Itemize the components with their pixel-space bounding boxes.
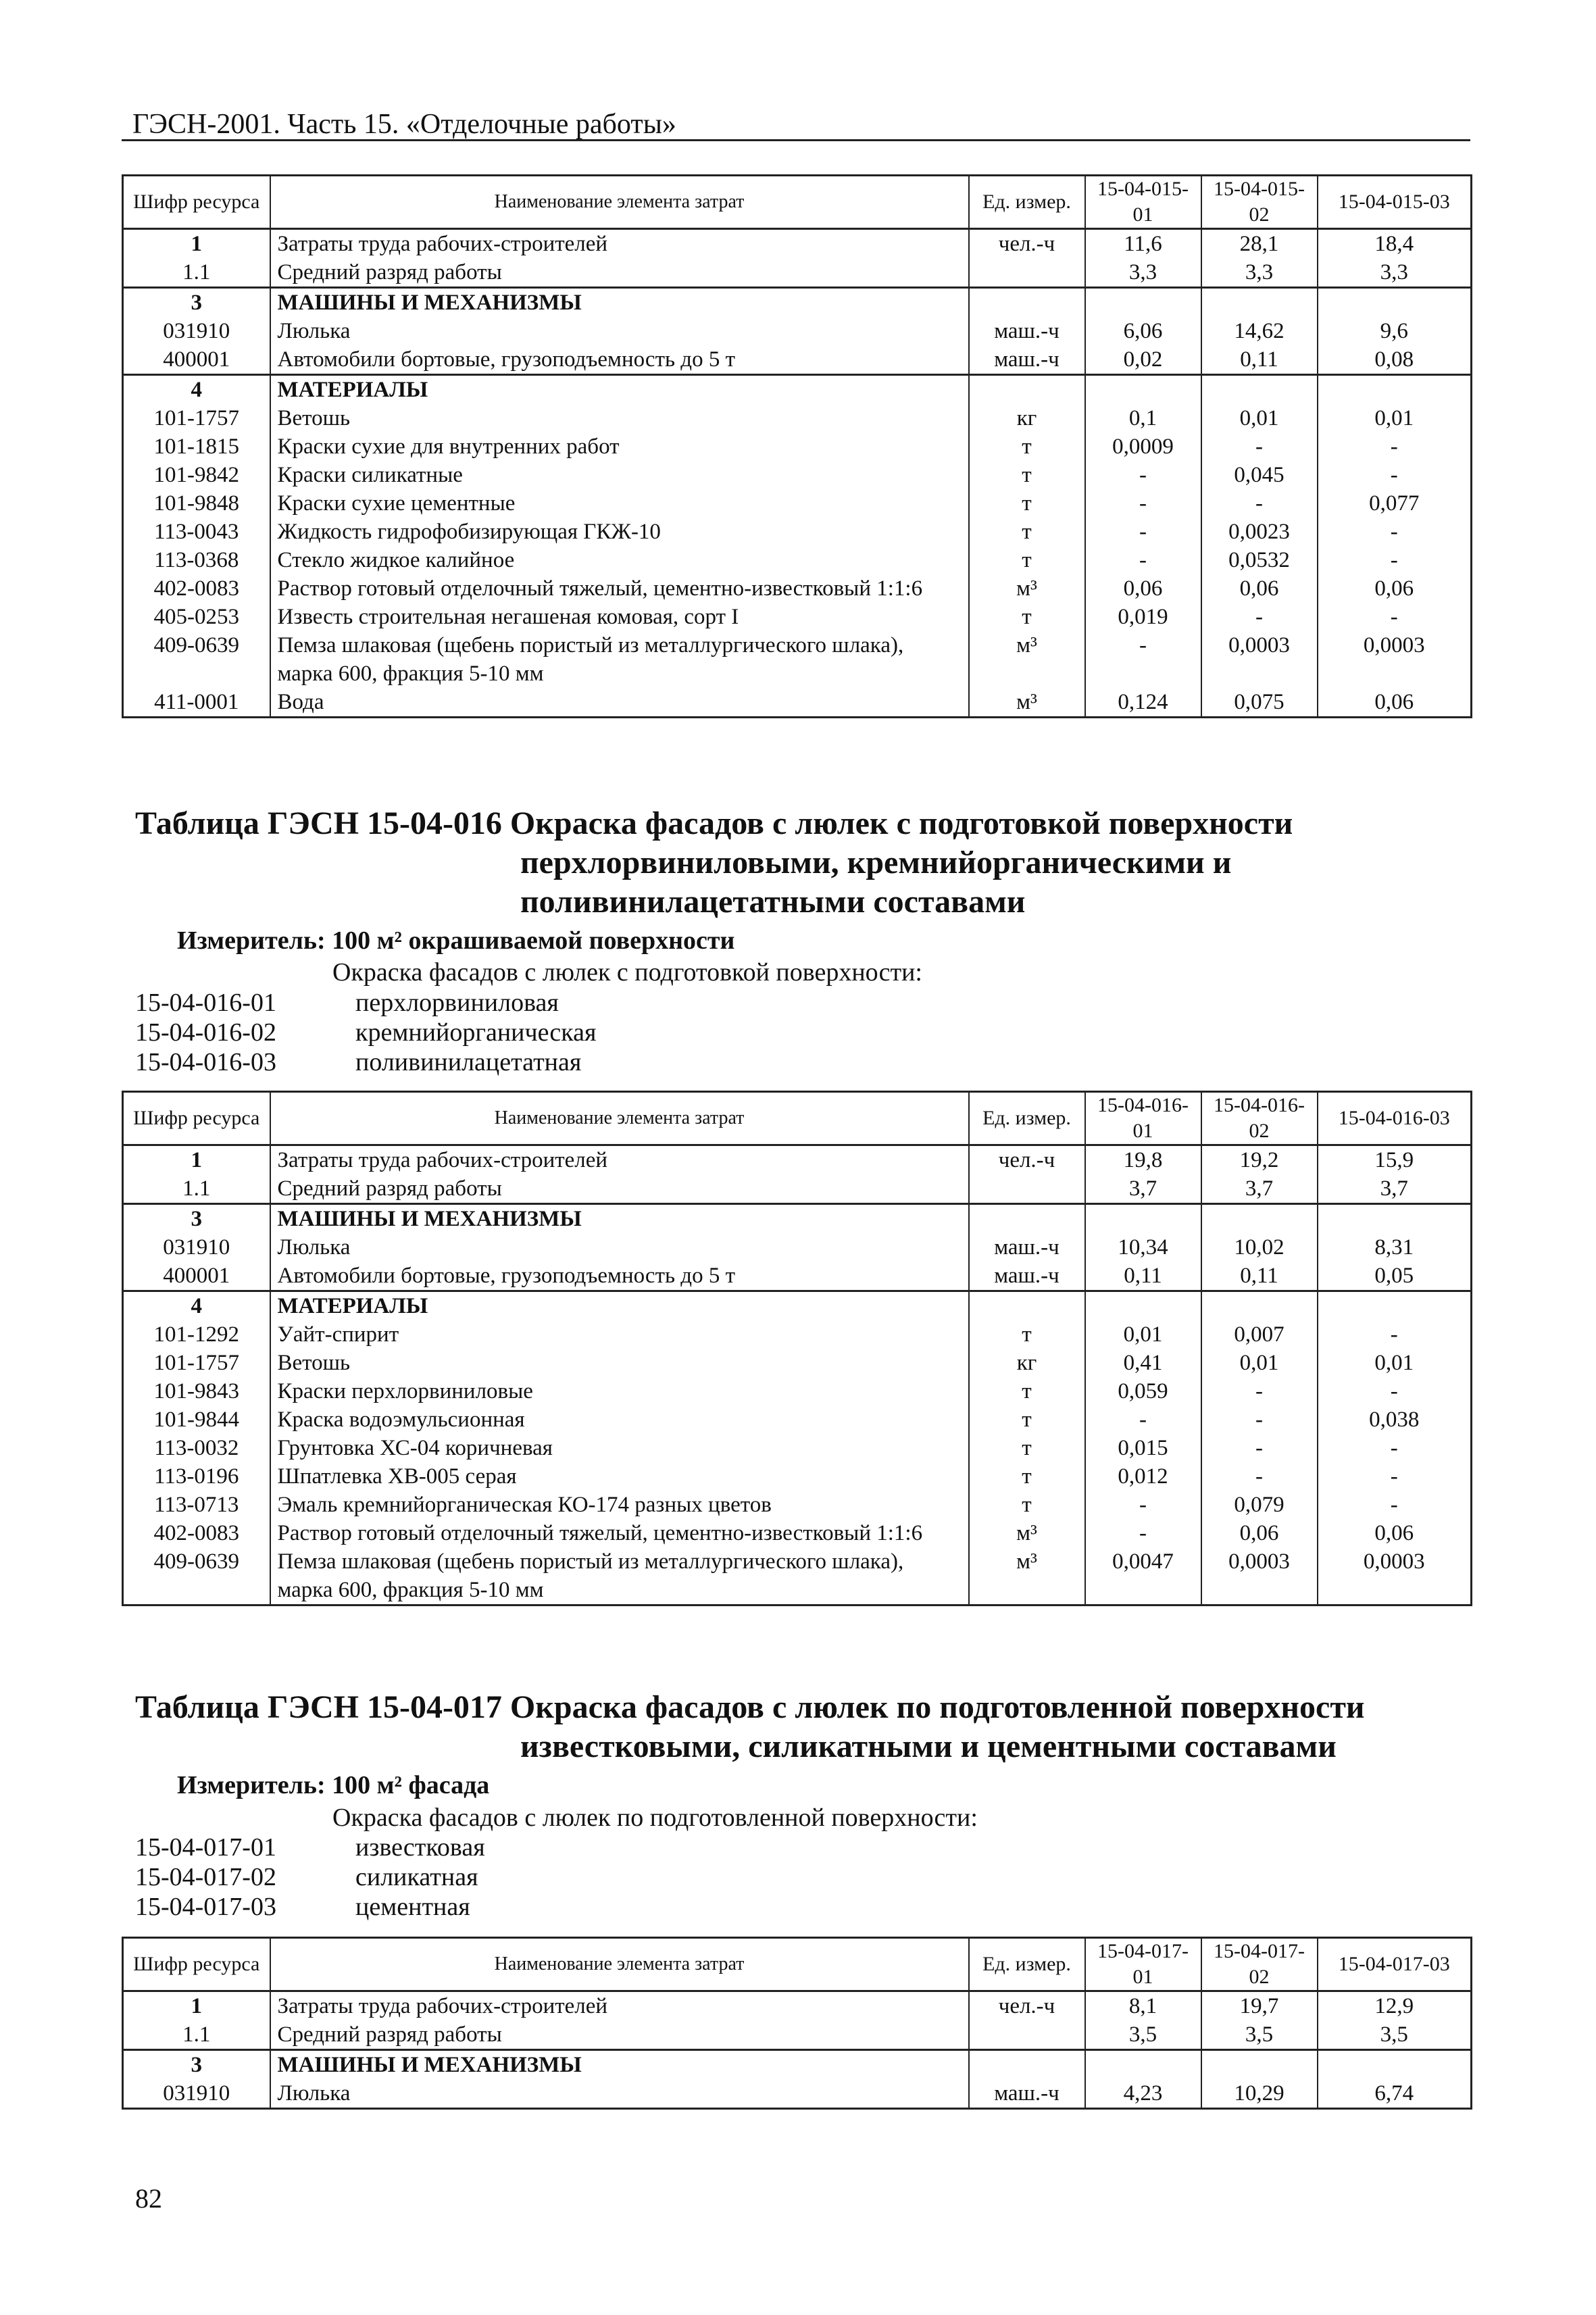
variant-code: 15-04-016-02 bbox=[135, 1018, 276, 1047]
cell-value: 0,059 bbox=[1085, 1377, 1201, 1405]
cell-value: 0,06 bbox=[1201, 574, 1318, 603]
cell-value: 3,5 bbox=[1318, 2020, 1472, 2050]
cell-code: 1.1 bbox=[123, 1174, 270, 1204]
cell-unit: т bbox=[969, 546, 1085, 574]
cell-unit bbox=[969, 258, 1085, 288]
cell-name: Средний разряд работы bbox=[270, 2020, 969, 2050]
cell-value: 0,01 bbox=[1318, 404, 1472, 432]
resource-table-016 bbox=[122, 1091, 1472, 1606]
cell-value: - bbox=[1201, 1405, 1318, 1434]
cell-value bbox=[1318, 1204, 1472, 1234]
cell-unit: м³ bbox=[969, 574, 1085, 603]
cell-unit: чел.-ч bbox=[969, 229, 1085, 259]
cell-code: 402-0083 bbox=[123, 1519, 270, 1547]
cell-value bbox=[1201, 288, 1318, 318]
meter-016: Измеритель: 100 м² окрашиваемой поверхности bbox=[177, 926, 735, 955]
variant-label: поливинилацетатная bbox=[355, 1048, 582, 1076]
cell-value bbox=[1201, 1291, 1318, 1321]
cell-value: - bbox=[1318, 461, 1472, 489]
table-row bbox=[123, 603, 1472, 631]
cell-name: МАШИНЫ И МЕХАНИЗМЫ bbox=[270, 1204, 969, 1234]
cell-value: - bbox=[1201, 1377, 1318, 1405]
cell-value: 0,007 bbox=[1201, 1320, 1318, 1349]
cell-name: Люлька bbox=[270, 317, 969, 345]
cell-name: Ветошь bbox=[270, 404, 969, 432]
table-row bbox=[123, 1233, 1472, 1262]
variant-016-01 bbox=[135, 988, 559, 1018]
cell-value: - bbox=[1318, 1434, 1472, 1462]
cell-unit: маш.-ч bbox=[969, 317, 1085, 345]
cell-code: 4 bbox=[123, 1291, 270, 1321]
page-header: ГЭСН-2001. Часть 15. «Отделочные работы» bbox=[132, 109, 676, 140]
cell-unit: т bbox=[969, 489, 1085, 518]
cell-name: Средний разряд работы bbox=[270, 258, 969, 288]
cell-value: - bbox=[1085, 1405, 1201, 1434]
table-row bbox=[123, 1377, 1472, 1405]
cell-code: 101-9844 bbox=[123, 1405, 270, 1434]
cell-code: 405-0253 bbox=[123, 603, 270, 631]
cell-value: 19,8 bbox=[1085, 1145, 1201, 1175]
table-row bbox=[123, 1991, 1472, 2021]
table-row bbox=[123, 461, 1472, 489]
table-row bbox=[123, 1320, 1472, 1349]
cell-code: 1 bbox=[123, 229, 270, 259]
cell-code: 113-0043 bbox=[123, 518, 270, 546]
table-row bbox=[123, 258, 1472, 288]
cell-value: 3,7 bbox=[1201, 1174, 1318, 1204]
table-row bbox=[123, 1349, 1472, 1377]
table-row bbox=[123, 518, 1472, 546]
cell-value: 28,1 bbox=[1201, 229, 1318, 259]
cell-value: 0,05 bbox=[1318, 1262, 1472, 1291]
variant-017-02 bbox=[135, 1862, 478, 1892]
table-row bbox=[123, 229, 1472, 259]
table-row bbox=[123, 574, 1472, 603]
cell-value: - bbox=[1085, 546, 1201, 574]
cell-value: 0,0023 bbox=[1201, 518, 1318, 546]
cell-unit: маш.-ч bbox=[969, 345, 1085, 375]
cell-name: Средний разряд работы bbox=[270, 1174, 969, 1204]
unit-header: Ед. измер. bbox=[969, 176, 1085, 229]
cell-unit: м³ bbox=[969, 1547, 1085, 1605]
cell-unit: м³ bbox=[969, 1519, 1085, 1547]
title-line: поливинилацетатными составами bbox=[520, 884, 1026, 920]
cell-value: 3,5 bbox=[1085, 2020, 1201, 2050]
table-row bbox=[123, 345, 1472, 375]
cell-unit: т bbox=[969, 1462, 1085, 1491]
cell-value: 11,6 bbox=[1085, 229, 1201, 259]
intro-016: Окраска фасадов с люлек с подготовкой поверхности: bbox=[332, 958, 922, 987]
col-header: 15-04-015-03 bbox=[1318, 176, 1472, 229]
title-line: Таблица ГЭСН 15-04-017 Окраска фасадов с люлек по подготовленной поверхности bbox=[135, 1689, 1365, 1725]
cell-value: - bbox=[1318, 518, 1472, 546]
cell-unit bbox=[969, 2020, 1085, 2050]
cell-code: 101-9848 bbox=[123, 489, 270, 518]
cell-unit: чел.-ч bbox=[969, 1145, 1085, 1175]
cell-unit: т bbox=[969, 461, 1085, 489]
col-header: 15-04-016-01 bbox=[1085, 1092, 1201, 1145]
table-row bbox=[123, 489, 1472, 518]
cell-value: 0,1 bbox=[1085, 404, 1201, 432]
cell-unit: т bbox=[969, 1405, 1085, 1434]
cell-code: 4 bbox=[123, 375, 270, 405]
cell-code: 3 bbox=[123, 288, 270, 318]
cell-unit: маш.-ч bbox=[969, 2079, 1085, 2109]
cell-name: Автомобили бортовые, грузоподъемность до 5 т bbox=[270, 345, 969, 375]
cell-code: 113-0032 bbox=[123, 1434, 270, 1462]
cell-name: Грунтовка ХС-04 коричневая bbox=[270, 1434, 969, 1462]
cell-code: 101-1757 bbox=[123, 404, 270, 432]
cell-unit: т bbox=[969, 1320, 1085, 1349]
cell-value: 0,075 bbox=[1201, 688, 1318, 718]
cell-name: Вода bbox=[270, 688, 969, 718]
cell-name: Краски перхлорвиниловые bbox=[270, 1377, 969, 1405]
cell-value: - bbox=[1318, 1377, 1472, 1405]
table-row bbox=[123, 631, 1472, 688]
variant-017-01 bbox=[135, 1833, 485, 1862]
variant-017-03 bbox=[135, 1892, 470, 1922]
cell-code: 101-1815 bbox=[123, 432, 270, 461]
variant-code: 15-04-017-03 bbox=[135, 1893, 276, 1921]
cell-value: 0,11 bbox=[1085, 1262, 1201, 1291]
cell-value: 10,29 bbox=[1201, 2079, 1318, 2109]
cell-value: 0,015 bbox=[1085, 1434, 1201, 1462]
table-row bbox=[123, 2020, 1472, 2050]
cell-value: 14,62 bbox=[1201, 317, 1318, 345]
cell-value: 0,01 bbox=[1085, 1320, 1201, 1349]
cell-code: 402-0083 bbox=[123, 574, 270, 603]
cell-unit: кг bbox=[969, 404, 1085, 432]
cell-value: 0,0003 bbox=[1201, 631, 1318, 688]
table-row bbox=[123, 546, 1472, 574]
cell-value: 3,7 bbox=[1318, 1174, 1472, 1204]
table-row bbox=[123, 1491, 1472, 1519]
cell-value: 0,06 bbox=[1085, 574, 1201, 603]
cell-value: 0,079 bbox=[1201, 1491, 1318, 1519]
variant-016-02 bbox=[135, 1018, 597, 1047]
cell-value: - bbox=[1085, 461, 1201, 489]
cell-value: - bbox=[1318, 432, 1472, 461]
cell-code: 409-0639 bbox=[123, 631, 270, 688]
page-number: 82 bbox=[135, 2183, 162, 2214]
cell-value: 3,5 bbox=[1201, 2020, 1318, 2050]
cell-unit bbox=[969, 1204, 1085, 1234]
cell-code: 3 bbox=[123, 2050, 270, 2080]
col-header: 15-04-017-01 bbox=[1085, 1938, 1201, 1991]
cell-value: 18,4 bbox=[1318, 229, 1472, 259]
cell-code: 101-1292 bbox=[123, 1320, 270, 1349]
code-header: Шифр ресурса bbox=[123, 1092, 270, 1145]
cell-value: 3,7 bbox=[1085, 1174, 1201, 1204]
cell-value: 0,038 bbox=[1318, 1405, 1472, 1434]
cell-value: - bbox=[1085, 518, 1201, 546]
cell-value: - bbox=[1318, 1320, 1472, 1349]
col-header: 15-04-015-01 bbox=[1085, 176, 1201, 229]
cell-code: 1 bbox=[123, 1991, 270, 2021]
variant-label: перхлорвиниловая bbox=[355, 989, 559, 1017]
cell-value: - bbox=[1318, 603, 1472, 631]
title-line: известковыми, силикатными и цементными составами bbox=[520, 1728, 1337, 1764]
cell-value: - bbox=[1201, 603, 1318, 631]
col-header: 15-04-017-03 bbox=[1318, 1938, 1472, 1991]
cell-value: 0,41 bbox=[1085, 1349, 1201, 1377]
cell-unit: т bbox=[969, 1434, 1085, 1462]
cell-unit: т bbox=[969, 603, 1085, 631]
cell-value: 9,6 bbox=[1318, 317, 1472, 345]
cell-name: Эмаль кремнийорганическая КО-174 разных цветов bbox=[270, 1491, 969, 1519]
cell-unit bbox=[969, 375, 1085, 405]
cell-value: 0,11 bbox=[1201, 345, 1318, 375]
resource-table-015 bbox=[122, 174, 1472, 718]
cell-name: Пемза шлаковая (щебень пористый из металлургического шлака), марка 600, фракция 5-10 мм bbox=[270, 631, 969, 688]
table-row bbox=[123, 288, 1472, 318]
cell-value: 0,0003 bbox=[1318, 1547, 1472, 1605]
code-header: Шифр ресурса bbox=[123, 1938, 270, 1991]
cell-unit: т bbox=[969, 1491, 1085, 1519]
title-line: Таблица ГЭСН 15-04-016 Окраска фасадов с люлек с подготовкой поверхности bbox=[135, 805, 1293, 841]
cell-value: 0,02 bbox=[1085, 345, 1201, 375]
cell-code: 101-9843 bbox=[123, 1377, 270, 1405]
name-header: Наименование элемента затрат bbox=[270, 1092, 969, 1145]
cell-unit: т bbox=[969, 432, 1085, 461]
cell-code: 1.1 bbox=[123, 258, 270, 288]
cell-name: Краски сухие цементные bbox=[270, 489, 969, 518]
cell-value: 0,045 bbox=[1201, 461, 1318, 489]
cell-name: Затраты труда рабочих-строителей bbox=[270, 1991, 969, 2021]
cell-value: 0,012 bbox=[1085, 1462, 1201, 1491]
cell-code: 031910 bbox=[123, 2079, 270, 2109]
cell-code: 409-0639 bbox=[123, 1547, 270, 1605]
cell-name: Ветошь bbox=[270, 1349, 969, 1377]
cell-unit: чел.-ч bbox=[969, 1991, 1085, 2021]
cell-code: 113-0196 bbox=[123, 1462, 270, 1491]
variant-016-03 bbox=[135, 1047, 581, 1077]
cell-name: Шпатлевка ХВ-005 серая bbox=[270, 1462, 969, 1491]
variant-code: 15-04-017-01 bbox=[135, 1833, 276, 1862]
cell-unit: т bbox=[969, 518, 1085, 546]
cell-value bbox=[1085, 288, 1201, 318]
cell-unit bbox=[969, 288, 1085, 318]
cell-code: 113-0368 bbox=[123, 546, 270, 574]
cell-name: Люлька bbox=[270, 2079, 969, 2109]
cell-value: 4,23 bbox=[1085, 2079, 1201, 2109]
cell-value bbox=[1318, 1291, 1472, 1321]
cell-code: 400001 bbox=[123, 345, 270, 375]
cell-value bbox=[1085, 375, 1201, 405]
header-rule bbox=[122, 139, 1470, 141]
cell-value: 3,3 bbox=[1201, 258, 1318, 288]
cell-name: Затраты труда рабочих-строителей bbox=[270, 229, 969, 259]
cell-value: - bbox=[1318, 1491, 1472, 1519]
cell-name: Краски силикатные bbox=[270, 461, 969, 489]
cell-unit: кг bbox=[969, 1349, 1085, 1377]
cell-name: Пемза шлаковая (щебень пористый из металлургического шлака), марка 600, фракция 5-10 мм bbox=[270, 1547, 969, 1605]
cell-value: - bbox=[1318, 1462, 1472, 1491]
cell-unit bbox=[969, 1174, 1085, 1204]
cell-value: - bbox=[1085, 1519, 1201, 1547]
cell-value: - bbox=[1201, 1434, 1318, 1462]
cell-value: - bbox=[1318, 546, 1472, 574]
cell-value: 0,0532 bbox=[1201, 546, 1318, 574]
cell-name: Раствор готовый отделочный тяжелый, цементно-известковый 1:1:6 bbox=[270, 1519, 969, 1547]
cell-name: Затраты труда рабочих-строителей bbox=[270, 1145, 969, 1175]
cell-name: МАШИНЫ И МЕХАНИЗМЫ bbox=[270, 2050, 969, 2080]
cell-value: 12,9 bbox=[1318, 1991, 1472, 2021]
cell-name: МАШИНЫ И МЕХАНИЗМЫ bbox=[270, 288, 969, 318]
cell-value: 15,9 bbox=[1318, 1145, 1472, 1175]
cell-value: 0,01 bbox=[1318, 1349, 1472, 1377]
cell-value bbox=[1085, 1291, 1201, 1321]
variant-code: 15-04-016-01 bbox=[135, 989, 276, 1017]
table-row bbox=[123, 375, 1472, 405]
cell-code: 1 bbox=[123, 1145, 270, 1175]
table-row bbox=[123, 1434, 1472, 1462]
table-row bbox=[123, 2079, 1472, 2109]
name-header: Наименование элемента затрат bbox=[270, 1938, 969, 1991]
table-row bbox=[123, 432, 1472, 461]
cell-value bbox=[1318, 288, 1472, 318]
cell-code: 101-9842 bbox=[123, 461, 270, 489]
cell-name: МАТЕРИАЛЫ bbox=[270, 1291, 969, 1321]
cell-name: Люлька bbox=[270, 1233, 969, 1262]
table-row bbox=[123, 317, 1472, 345]
cell-value: 0,06 bbox=[1318, 688, 1472, 718]
cell-value: 8,31 bbox=[1318, 1233, 1472, 1262]
variant-code: 15-04-016-03 bbox=[135, 1048, 276, 1076]
cell-value: 3,3 bbox=[1085, 258, 1201, 288]
variant-label: цементная bbox=[355, 1893, 470, 1921]
unit-header: Ед. измер. bbox=[969, 1938, 1085, 1991]
cell-value: 0,06 bbox=[1318, 574, 1472, 603]
table-row bbox=[123, 1204, 1472, 1234]
table-row bbox=[123, 688, 1472, 718]
cell-name: Стекло жидкое калийное bbox=[270, 546, 969, 574]
table-row bbox=[123, 1462, 1472, 1491]
cell-unit: м³ bbox=[969, 688, 1085, 718]
cell-name: Краски сухие для внутренних работ bbox=[270, 432, 969, 461]
col-header: 15-04-017-02 bbox=[1201, 1938, 1318, 1991]
cell-name: Уайт-спирит bbox=[270, 1320, 969, 1349]
variant-label: известковая bbox=[355, 1833, 485, 1862]
cell-value: 19,7 bbox=[1201, 1991, 1318, 2021]
cell-value: 0,019 bbox=[1085, 603, 1201, 631]
table-row bbox=[123, 1405, 1472, 1434]
cell-code: 101-1757 bbox=[123, 1349, 270, 1377]
cell-value bbox=[1085, 1204, 1201, 1234]
table-title-017 bbox=[135, 1688, 1473, 1766]
title-line: перхлорвиниловыми, кремнийорганическими и bbox=[520, 845, 1232, 880]
cell-value: 19,2 bbox=[1201, 1145, 1318, 1175]
cell-value: 0,06 bbox=[1201, 1519, 1318, 1547]
cell-value bbox=[1085, 2050, 1201, 2080]
col-header: 15-04-016-03 bbox=[1318, 1092, 1472, 1145]
code-header: Шифр ресурса bbox=[123, 176, 270, 229]
cell-value bbox=[1318, 2050, 1472, 2080]
variant-label: силикатная bbox=[355, 1863, 478, 1891]
cell-value: 0,06 bbox=[1318, 1519, 1472, 1547]
cell-code: 031910 bbox=[123, 1233, 270, 1262]
cell-value: 0,0047 bbox=[1085, 1547, 1201, 1605]
table-row bbox=[123, 1291, 1472, 1321]
cell-value: 0,0003 bbox=[1318, 631, 1472, 688]
table-row bbox=[123, 1174, 1472, 1204]
cell-unit bbox=[969, 2050, 1085, 2080]
table-row bbox=[123, 404, 1472, 432]
cell-value: - bbox=[1085, 1491, 1201, 1519]
cell-value bbox=[1201, 2050, 1318, 2080]
cell-value: - bbox=[1085, 631, 1201, 688]
cell-value bbox=[1318, 375, 1472, 405]
cell-value: 10,02 bbox=[1201, 1233, 1318, 1262]
cell-name: МАТЕРИАЛЫ bbox=[270, 375, 969, 405]
cell-code: 031910 bbox=[123, 317, 270, 345]
cell-unit: м³ bbox=[969, 631, 1085, 688]
col-header: 15-04-016-02 bbox=[1201, 1092, 1318, 1145]
cell-code: 113-0713 bbox=[123, 1491, 270, 1519]
cell-unit: маш.-ч bbox=[969, 1262, 1085, 1291]
cell-code: 400001 bbox=[123, 1262, 270, 1291]
resource-table-017 bbox=[122, 1937, 1472, 2110]
cell-value: 0,01 bbox=[1201, 1349, 1318, 1377]
cell-value bbox=[1201, 375, 1318, 405]
cell-value: 0,08 bbox=[1318, 345, 1472, 375]
cell-value: - bbox=[1085, 489, 1201, 518]
variant-code: 15-04-017-02 bbox=[135, 1863, 276, 1891]
table-row bbox=[123, 1145, 1472, 1175]
cell-value: 10,34 bbox=[1085, 1233, 1201, 1262]
cell-value: 0,124 bbox=[1085, 688, 1201, 718]
name-header: Наименование элемента затрат bbox=[270, 176, 969, 229]
table-row bbox=[123, 1519, 1472, 1547]
cell-name: Раствор готовый отделочный тяжелый, цементно-известковый 1:1:6 bbox=[270, 574, 969, 603]
table-row bbox=[123, 1262, 1472, 1291]
cell-code: 411-0001 bbox=[123, 688, 270, 718]
cell-value: 6,74 bbox=[1318, 2079, 1472, 2109]
table-row bbox=[123, 1547, 1472, 1605]
cell-name: Автомобили бортовые, грузоподъемность до 5 т bbox=[270, 1262, 969, 1291]
cell-code: 1.1 bbox=[123, 2020, 270, 2050]
table-title-016 bbox=[135, 804, 1473, 922]
cell-value: - bbox=[1201, 489, 1318, 518]
table-row bbox=[123, 2050, 1472, 2080]
meter-017: Измеритель: 100 м² фасада bbox=[177, 1771, 490, 1799]
cell-value: - bbox=[1201, 432, 1318, 461]
cell-name: Жидкость гидрофобизирующая ГКЖ-10 bbox=[270, 518, 969, 546]
cell-value: 0,077 bbox=[1318, 489, 1472, 518]
cell-name: Краска водоэмульсионная bbox=[270, 1405, 969, 1434]
cell-value: 0,0003 bbox=[1201, 1547, 1318, 1605]
cell-value: 8,1 bbox=[1085, 1991, 1201, 2021]
cell-value: 0,0009 bbox=[1085, 432, 1201, 461]
intro-017: Окраска фасадов с люлек по подготовленной поверхности: bbox=[332, 1803, 978, 1832]
variant-label: кремнийорганическая bbox=[355, 1018, 597, 1047]
col-header: 15-04-015-02 bbox=[1201, 176, 1318, 229]
cell-unit: маш.-ч bbox=[969, 1233, 1085, 1262]
cell-name: Известь строительная негашеная комовая, сорт I bbox=[270, 603, 969, 631]
unit-header: Ед. измер. bbox=[969, 1092, 1085, 1145]
cell-unit: т bbox=[969, 1377, 1085, 1405]
cell-value: 0,01 bbox=[1201, 404, 1318, 432]
cell-value: - bbox=[1201, 1462, 1318, 1491]
cell-unit bbox=[969, 1291, 1085, 1321]
cell-value bbox=[1201, 1204, 1318, 1234]
cell-value: 3,3 bbox=[1318, 258, 1472, 288]
cell-code: 3 bbox=[123, 1204, 270, 1234]
cell-value: 0,11 bbox=[1201, 1262, 1318, 1291]
cell-value: 6,06 bbox=[1085, 317, 1201, 345]
